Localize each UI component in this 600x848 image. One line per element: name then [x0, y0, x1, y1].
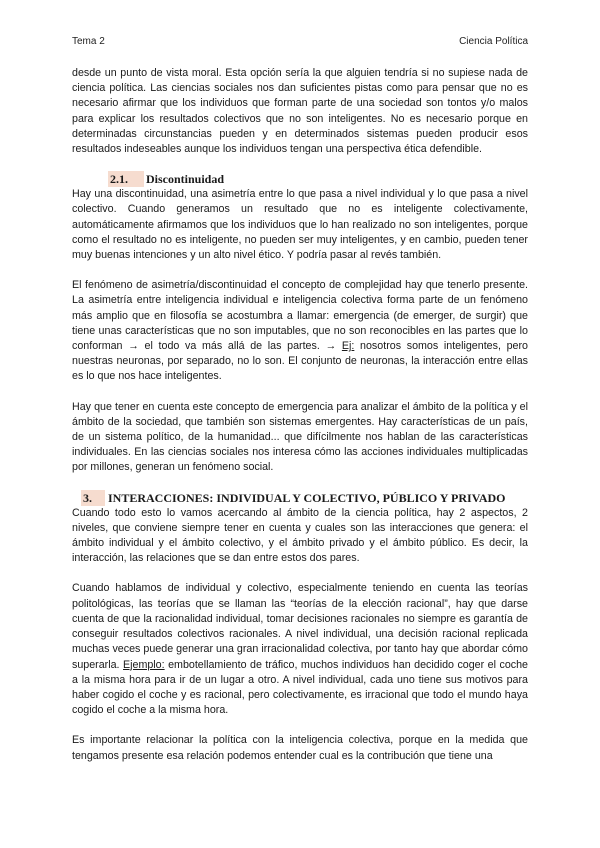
section-number: 3.	[81, 490, 105, 506]
paragraph-3-text-a: El fenómeno de asimetría/discontinuidad el concepto de complejidad hay que tenerlo presente. La asimetría entre inteligencia individual e inteligencia colectiva forma parte de un fenómeno más amplio que en filosofía se acostumbra a llamar: emergencia (de emerger, de surgir) que tiene unas características que no son imputables, que no son reconocibles en las partes que lo conforman → el todo va más allá de las partes. →	[72, 279, 528, 353]
example-label: Ejemplo:	[123, 658, 165, 671]
paragraph-6-text-b: embotellamiento de tráfico, muchos individuos han decidido coger el coche a la misma hora para ir de un lugar a otro. A nivel individual, cada uno tiene sus motivos para haber cogido el coche y es racional, pero colectivamente, es irracional que todo el mundo haya cogido el coche a la misma hora.	[72, 658, 528, 717]
header-subject: Ciencia Política	[459, 36, 528, 47]
paragraph-1: desde un punto de vista moral. Esta opción sería la que alguien tendría si no supiese nada de ciencia política. Las ciencias sociales nos dan suficientes pistas como para pensar que no es necesario afirmar que los individuos que forman parte de una sociedad son tontos y/o malos para explicar los resultados colectivos que no son inteligentes. No es necesario porque en determinadas circunstancias pueden y en determinados sistemas pueden producir esos resultados indeseables aunque los individuos tengan una perspectiva ética defendible.	[72, 67, 528, 156]
example-label: Ej:	[341, 340, 355, 353]
paragraph-4: Hay que tener en cuenta este concepto de emergencia para analizar el ámbito de la política y el ámbito de la sociedad, que también son sistemas emergentes. Hay características de un país, de un sistema político, de la humanidad... que difícilmente nos hablan de las características individuales. En las ciencias sociales nos interesa cómo las acciones individuales multiplicadas por millones, generan un fenómeno social.	[72, 400, 528, 474]
paragraph-2: Hay una discontinuidad, una asimetría entre lo que pasa a nivel individual y lo que pasa a nivel colectivo. Cuando generamos un resultado que no es inteligente colectivamente, automáticamente afirmamos que los individuos que lo han realizado no son inteligentes, porque como el resultado no es inteligente, no pueden ser muy inteligentes, y en cambio, pueden tener muy buenas intenciones y un alto nivel ético. Y podría pasar al revés también.	[72, 188, 528, 262]
page-header	[72, 36, 528, 47]
paragraph-3-text-b: nosotros somos inteligentes, pero nuestras neuronas, por separado, no lo son. El conjunto de neuronas, la interacción entre ellas es lo que nos hace inteligentes.	[72, 340, 528, 383]
document-body	[72, 66, 528, 764]
header-topic: Tema 2	[72, 36, 105, 47]
section-number: 2.1.	[108, 171, 144, 187]
section-title: Discontinuidad	[146, 172, 225, 187]
paragraph-6-text-a: Cuando hablamos de individual y colectivo, especialmente teniendo en cuenta las teorías politológicas, las teorías que se llaman las “teorías de la elección racional”, hay que darse cuenta de que la racionalidad individual, tomar decisiones racionales no siempre es garantía de conseguir resultados colectivos racionales. A nivel individual, una decisión racional replicada muchas veces puede generar una gran irracionalidad colectiva, por tanto hay que abordar cómo superarla.	[72, 582, 528, 671]
section-title: INTERACCIONES: INDIVIDUAL Y COLECTIVO, PÚBLICO Y PRIVADO	[108, 490, 506, 505]
paragraph-3	[72, 278, 528, 384]
section-heading-2-1	[108, 171, 528, 187]
section-heading-3	[81, 490, 528, 506]
paragraph-7: Es importante relacionar la política con la inteligencia colectiva, porque en la medida que tengamos presente esa relación podemos entender cual es la contribución que tiene una	[72, 734, 528, 762]
paragraph-5: Cuando todo esto lo vamos acercando al ámbito de la ciencia política, hay 2 aspectos, 2 niveles, que conviene siempre tener en cuenta y cuales son las interacciones que genera: el ámbito individual y el ámbito colectivo, y el ámbito privado y el ámbito público. Es decir, la interacción, las relaciones que se dan entre estos dos pares.	[72, 506, 528, 565]
paragraph-6	[72, 581, 528, 718]
